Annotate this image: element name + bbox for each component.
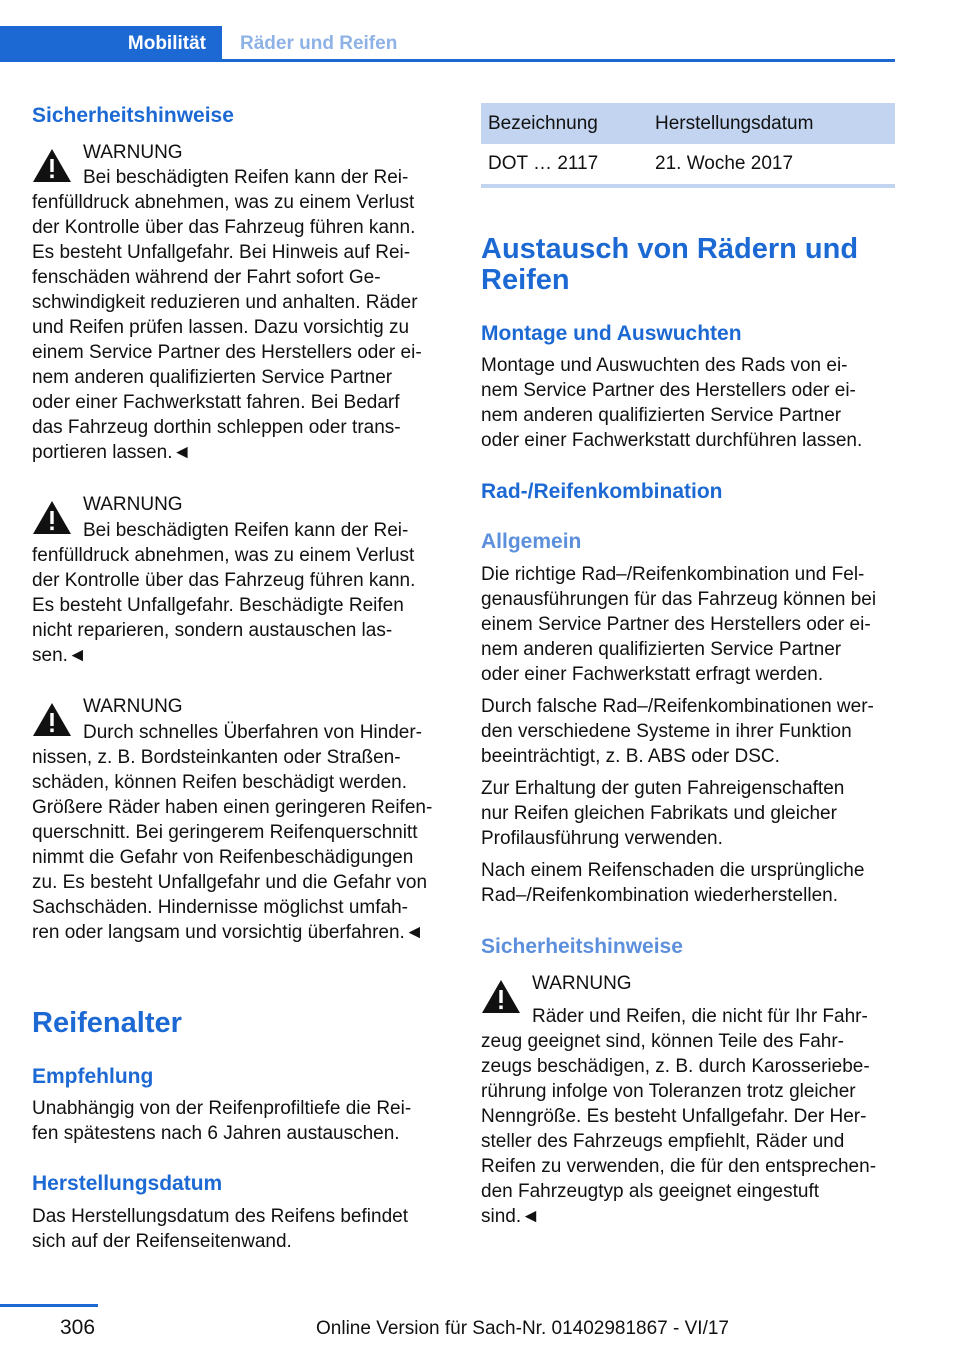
mounting-heading: Montage und Auswuchten	[481, 322, 742, 345]
manufacture-date-table	[481, 103, 895, 188]
safety-heading-right: Sicherheitshinweise	[481, 935, 683, 958]
warning-1-title: WARNUNG	[83, 142, 183, 163]
recommendation-heading: Empfehlung	[32, 1065, 154, 1088]
general-paragraph-3: Zur Erhaltung der guten Fahreigenschaften nur Reifen gleichen Fabrikats und gleicher Profilausführung verwenden.	[481, 778, 845, 849]
manufacture-date-text: Das Herstellungsdatum des Reifens befindet sich auf der Reifenseitenwand.	[32, 1206, 408, 1252]
manufacture-date-heading: Herstellungsdatum	[32, 1172, 223, 1195]
mounting-text: Montage und Auswuchten des Rads von ei- nem Service Partner des Herstellers oder ei- nem anderen qualifizierten Service Partner oder einer Fachwerkstatt durchführen lassen.	[481, 355, 863, 451]
warning-4-title: WARNUNG	[532, 973, 632, 994]
warning-4-text: Räder und Reifen, die nicht für Ihr Fahr- zeug geeignet sind, können Teile des Fahr- zeugs beschädigen, z. B. durch Karosseriebe- rührung infolge von Toleranzen trotz gleicher Nenngröße. Es besteht Unfallgefahr. Der Her- steller des Fahrzeugs empfiehlt, Räder und Reifen zu verwenden, die für den entsprechen- den Fahrzeugtyp als geeignet eingestuft sind.◄	[481, 1006, 877, 1227]
general-paragraph-1: Die richtige Rad–/Reifenkombination und Fel- genausführungen für das Fahrzeug können bei einem Service Partner des Herstellers oder ei- nem anderen qualifizierten Service Partner oder einer Fachwerkstatt erfragt werden.	[481, 564, 877, 685]
table-row	[481, 144, 895, 186]
warning-3-title: WARNUNG	[83, 696, 183, 717]
table-header-cell: Bezeichnung	[481, 103, 648, 144]
tab-raeder-und-reifen[interactable]: Räder und Reifen	[240, 32, 398, 54]
warning-2-title: WARNUNG	[83, 494, 183, 515]
warning-2-text: Bei beschädigten Reifen kann der Rei- fenfülldruck abnehmen, was zu einem Verlust der Kontrolle über das Fahrzeug führen kann. Es besteht Unfallgefahr. Beschädigte Reifen nicht reparieren, sondern austauschen las- sen.◄	[32, 520, 416, 666]
general-paragraph-4: Nach einem Reifenschaden die ursprüngliche Rad–/Reifenkombination wiederherstellen.	[481, 860, 865, 906]
tab-mobilitaet[interactable]: Mobilität	[0, 26, 222, 61]
warning-1-text: Bei beschädigten Reifen kann der Rei- fenfülldruck abnehmen, was zu einem Verlust der Kontrolle über das Fahrzeug führen kann. Es besteht Unfallgefahr. Bei Hinweis auf Rei- fenschäden während der Fahrt sofort Ge- schwindigkeit reduzieren und anhalten. Räder und Reifen prüfen lassen. Dazu vorsichtig zu einem Service Partner des Herstellers oder ei- nem anderen qualifizierten Service Partner oder einer Fachwerkstatt fahren. Bei Bedarf das Fahrzeug dorthin schleppen oder trans- portieren lassen.◄	[32, 167, 422, 463]
header-rule	[0, 59, 895, 62]
general-heading: Allgemein	[481, 530, 582, 553]
page-number-rule	[0, 1304, 98, 1307]
table-header-cell: Herstellungsdatum	[648, 103, 895, 144]
warning-3-text: Durch schnelles Überfahren von Hinder- nissen, z. B. Bordsteinkanten oder Straßen- schäden, können Reifen beschädigt werden. Größere Räder haben einen geringeren Reifen- querschnitt. Bei geringerem Reifenquerschnitt nimmt die Gefahr von Reifenbeschädigungen zu. Es besteht Unfallgefahr und die Gefahr von Sachschäden. Hindernisse möglichst umfah- ren oder langsam und vorsichtig überfahren.◄	[32, 722, 433, 943]
safety-heading-left: Sicherheitshinweise	[32, 104, 234, 127]
recommendation-text: Unabhängig von der Reifenprofiltiefe die Rei- fen spätestens nach 6 Jahren austauschen.	[32, 1098, 412, 1144]
table-header-row	[481, 103, 895, 144]
exchange-heading: Austausch von Rädern und Reifen	[481, 233, 859, 296]
online-version-note: Online Version für Sach-Nr. 01402981867 - VI/17	[316, 1318, 729, 1339]
table-cell: 21. Woche 2017	[648, 144, 895, 186]
general-paragraph-2: Durch falsche Rad–/Reifenkombinationen wer- den verschiedene Systeme in ihrer Funktion beeinträchtigt, z. B. ABS oder DSC.	[481, 696, 874, 767]
page-number: 306	[60, 1316, 96, 1339]
combination-heading: Rad-/Reifenkombination	[481, 480, 723, 503]
table-cell: DOT … 2117	[481, 144, 648, 186]
tire-age-heading: Reifenalter	[32, 1007, 182, 1039]
